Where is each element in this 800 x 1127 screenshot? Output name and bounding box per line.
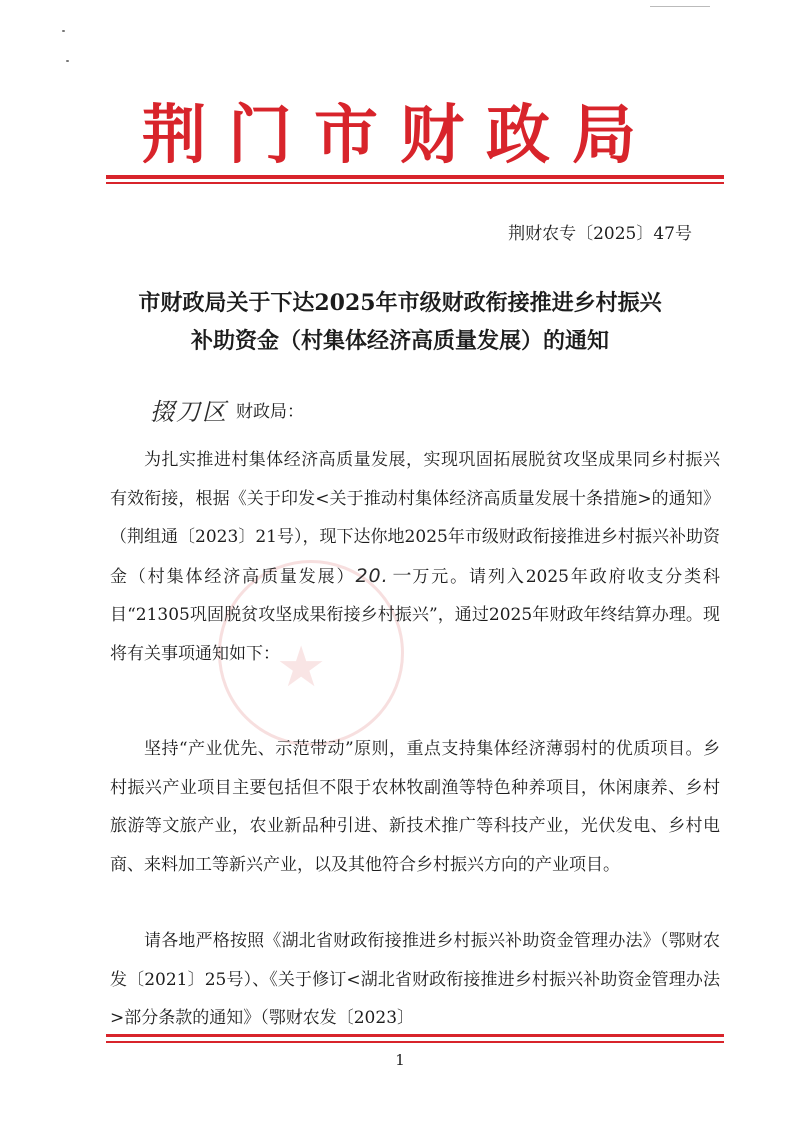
- body-paragraph-3: [110, 922, 720, 1038]
- body-paragraph-2: [110, 730, 720, 884]
- paragraph-3-text: 请各地严格按照《湖北省财政衔接推进乡村振兴补助资金管理办法》（鄂财农发〔2021〕25号）、《关于修订<湖北省财政衔接推进乡村振兴补助资金管理办法>部分条款的通知》（鄂财农发〔2023〕: [110, 931, 720, 1028]
- document-title: [80, 284, 720, 360]
- recipient-suffix: 财政局：: [236, 402, 304, 422]
- footer-rule-thick: [106, 1034, 724, 1037]
- issuer-header: 荆门市财政局: [142, 98, 658, 173]
- footer-rule-thin: [106, 1041, 724, 1043]
- page-number: 1: [395, 1051, 405, 1069]
- seal-star-icon: ★: [276, 635, 327, 700]
- handwritten-amount: 20.一: [355, 564, 413, 587]
- title-line-1: 市财政局关于下达2025年市级财政衔接推进乡村振兴: [138, 290, 662, 316]
- salutation: [150, 392, 304, 432]
- document-number: 荆财农专〔2025〕47号: [508, 224, 692, 244]
- header-rule-thick: [106, 175, 724, 179]
- paragraph-2-text: 坚持“产业优先、示范带动”原则，重点支持集体经济薄弱村的优质项目。乡村振兴产业项目主要包括但不限于农林牧副渔等特色种养项目，休闲康养、乡村旅游等文旅产业，农业新品种引进、新技术推广等科技产业，光伏发电、乡村电商、来料加工等新兴产业，以及其他符合乡村振兴方向的产业项目。: [110, 739, 720, 875]
- title-line-2: 补助资金（村集体经济高质量发展）的通知: [190, 328, 609, 354]
- paragraph-1-text: 为扎实推进村集体经济高质量发展，实现巩固拓展脱贫攻坚成果同乡村振兴有效衔接，根据《关于印发<关于推动村集体经济高质量发展十条措施>的通知》（荆组通〔2023〕21号），现下达你地2025年市级财政衔接推进乡村振兴补助资金（村集体经济高质量发展）: [110, 450, 720, 587]
- body-paragraph-1: [110, 441, 720, 673]
- header-rule-thin: [106, 182, 724, 184]
- scan-speck: [66, 60, 69, 62]
- paragraph-1-continued: 万元。请列入2025年政府收支分类科目“21305巩固脱贫攻坚成果衔接乡村振兴”，通过2025年财政年终结算办理。现将有关事项通知如下：: [110, 566, 721, 664]
- scan-speck: [62, 30, 65, 32]
- handwritten-recipient: 掇刀区: [150, 398, 228, 426]
- scan-mark: [650, 0, 710, 7]
